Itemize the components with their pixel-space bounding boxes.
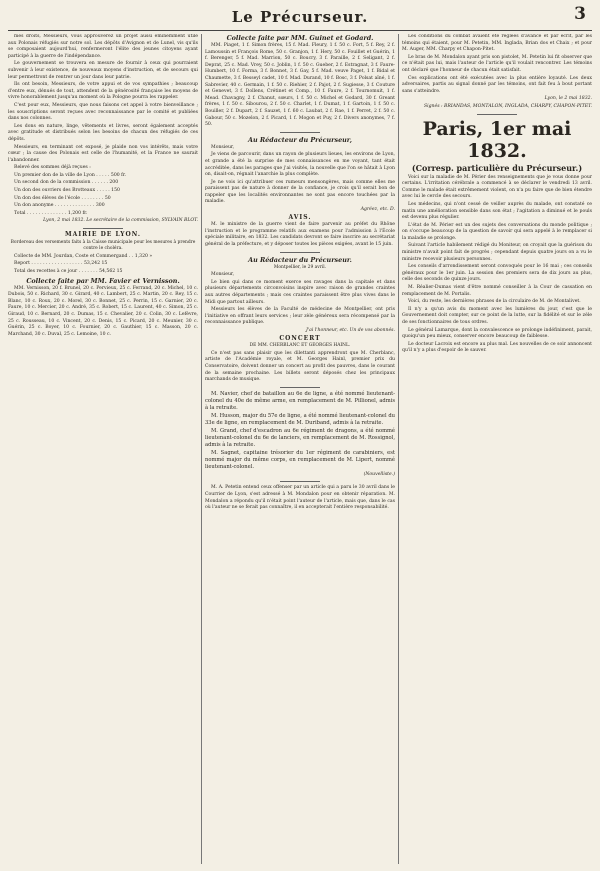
article-paragraph: Le général Lamarque, dont la convalescence se prolonge indéfiniment, parait, quoiqu'un peu mieux, conserver encore beaucoup de faiblesse. bbox=[402, 327, 592, 340]
article-paragraph: Il n'y a qu'un avis du moment avec les lumières du jour, c'est que le Gouvernement doit compter, sur ce point de la lutte, sur la fidélité et sur le zèle de ses fonctionnaires de tous ordres. bbox=[402, 306, 592, 325]
column-divider bbox=[398, 34, 399, 864]
article-paragraph: Je viens de parcourir, dans un rayon de plusieurs lieues, les environs de Lyon, et grande a été la surprise de mes connaissances en me voyant, tant était accréditée, dans les parages que j'ai visités, la nouvelle que l'on se hâtait à Lyon on, disait-on, régnait l'anarchie la plus complète. bbox=[205, 152, 395, 178]
promotion-paragraph: M. Sagnet, capitaine trésorier du 1er régiment de carabiniers, est nommé major du même corps, en remplacement de M. Lipert, nommé lieutenant-colonel. bbox=[205, 449, 395, 470]
correspondence-subheading: (Corresp. particulière du Précurseur.) bbox=[411, 162, 583, 173]
collecte-list: MM. Piaget, 1 f. Simon frères, 15 f. Mad. Fleury, 1 f. 50 c. Fort, 5 f. Rey, 2 f. Lamoussin et François Rome, 50 c. Granjon, 1 f. Hery, 50 c. Fouillet et Guérin, 1 f. Berenger, 5 f. Mad. Marrion, 50 c. Boucry, 3 f. Paraille, 2 f. Seligant, 2 f. Deprat, 25 c. Mad. Vrey, 50 c. Joblin, 1 f. 50 c. Gueber, 2 f. Estragnat, 3 f. Faure-Humbert, 10 f. Forma, 3 f. Bonnet, 3 f. Gay, 5 f. Mad. veuve Paget, 1 f. Bidal et Chaumette, 3 f. Besseyl cadet, 10 f. Mad. Durand, 10 f. Bosc, 3 f. Polsat aîné, 1 f. Sabrevier, 40 c. Germain, 1 f. 50 c. Riehier, 2 f. Pajot, 2 f. Sugiesse, 3 f. Couture et Genevet, 3 f. Dollens, Crétinet et Comp., 10 f. Faure, 2 f. Tournomuit, 1 f. Mead. Chavagny, 2 f. Chanut, sœurs, 1 f. 50 c. Michel et Godard, 30 f. Greant frères, 1 f. 50 c. Sibourou, 2 f. 50 c. Charlet, 1 f. Dumat, 1 f. Gartoin, 1 f. 50 c. Bouiller, 2 f. Dupart, 2 f. Sauzet, 1 f. 60 c. Laubat, 2 f. Rae, 1 f. Perret, 2 f. 50 c. Gabour, 50 c. Mozelon, 2 f. Picard, 1 f. Mogon et Puy, 2 f. Divers anonymes, 7 f. 50. bbox=[205, 43, 395, 128]
letter-heading: Au Rédacteur du Précurseur, bbox=[248, 135, 352, 144]
article-paragraph: Le bien qui dans ce moment exerce ses ravages dans la capitale et dans plusieurs départements circonvoisins inspire avec raison de grandes craintes aux autres départements ; mais ces craintes paraissent être plus vives dans le Midi que partout ailleurs. bbox=[205, 279, 395, 305]
separator bbox=[83, 228, 123, 229]
promotion-paragraph: M. Husson, major du 57e de ligne, a été nommé lieutenant-colonel du 33e de ligne, en remplacement de M. Duriband, admis à la retraite. bbox=[205, 412, 395, 426]
donation-line: Un second don de la commission . . . . . . 200 bbox=[14, 180, 119, 186]
article-paragraph: Messieurs, en terminant cet exposé, je plaide non vos intérêts, mais votre cœur ; la cause des Polonais est celle de l'humanité, et la France ne saurait l'abandonner. bbox=[8, 144, 198, 163]
signatories: Signés : BRIANDAS, MONTALON, INGLADA, CHARPY, CHAPON-PITET. bbox=[423, 103, 592, 109]
article-paragraph: Le docteur Lacroix est encore au plus mal. Les nouvelles de ce soir annoncent qu'il n'y a plus d'espoir de le sauver. bbox=[402, 341, 592, 354]
letter-heading: Au Rédacteur du Précurseur. bbox=[248, 255, 352, 264]
list-heading: Relevé des sommes déjà reçues : bbox=[14, 165, 91, 171]
donation-total: Total . . . . . . . . . . . . . . 1,200 fr. bbox=[14, 210, 88, 216]
section-subheading: DE MM. CHERBLANC ET GEORGES HAINL. bbox=[249, 343, 351, 349]
article-paragraph: Suivant l'article habilement rédigé du Moniteur, on croyait que la guérison du ministre n'avait point fait de progrès ; cependant depuis quatre jours on a vu le ministre recevoir plusieurs personnes. bbox=[402, 243, 592, 262]
article-paragraph: Le gouvernement se trouvera en mesure de fournir à ceux qui pourraient subvenir à leur existence, de nouveaux moyens d'instruction, et de secours qui leur permettront de rentrer un jour dans leur patrie. bbox=[8, 61, 198, 80]
article-paragraph: Les dons en nature, linge, vêtements et livres, seront également acceptés avec gratitude et distribués selon les besoins de chacun des réfugiés de ces dépôts. bbox=[8, 123, 198, 142]
account-line: Report . . . . . . . . . . . . . . . . . . 53,242 15 bbox=[14, 261, 108, 267]
article-paragraph: Messieurs les élèves de la Faculté de médecine de Montpellier, ont pris l'initiative en offrant leurs services ; leur zèle généreux sera récompensé par la reconnaissance publique. bbox=[205, 307, 395, 326]
article-paragraph: Voici, du reste, les dernières phrases de la circulaire de M. de Montalivet. bbox=[408, 299, 581, 305]
page-number: 3 bbox=[574, 4, 586, 24]
article-paragraph: L'état de M. Périer est un des sujets des conversations du monde politique ; on s'occupe beaucoup de la question de savoir qui sera appelé à le remplacer si la maladie se prolonge. bbox=[402, 222, 592, 241]
article-paragraph: Ce n'est pas sans plaisir que les dilettanti apprendront que M. Cherblanc, artiste de l'Académie royale, et M. Georges Hainl, premier prix du Conservatoire, doivent donner un concert au profit des pauvres, dans le courant de la semaine prochaine. Les billets seront déposés chez les principaux marchands de musique. bbox=[205, 350, 395, 383]
letter-signature: J'ai l'honneur, etc. Un de vos abonnés. bbox=[306, 327, 395, 333]
separator bbox=[280, 132, 320, 133]
section-heading: CONCERT bbox=[279, 334, 321, 342]
collecte-list: MM. Vernisson, 20 f. Brunel, 20 c. Pervieux, 25 c. Ferrand, 20 c. Michel, 10 c. Dubois, 50 c. Richard, 30 c. Girard, 40 c. Lambert, 25 c. Martin, 20 c. Rey, 15 c. Blanc, 10 c. Roux, 20 c. Morel, 30 c. Bonnet, 25 c. Perrin, 15 c. Garnier, 20 c. Faure, 10 c. Mercier, 20 c. André, 35 c. Robert, 15 c. Laurent, 40 c. Simon, 25 c. Giraud, 10 c. Bernard, 20 c. Dumas, 15 c. Chevalier, 20 c. Colin, 30 c. Lefèvre, 25 c. Rousseau, 10 c. Vincent, 20 c. Denis, 15 c. Picard, 20 c. Meunier, 30 c. Guérin, 25 c. Boyer, 10 c. Fournier, 20 c. Gauthier, 15 c. Masson, 20 c. Marchand, 30 c. Duval, 25 c. Lemoine, 10 c. bbox=[8, 285, 198, 337]
article-paragraph: Je ne vois ici qu'attribuer ces rumeurs mensongères, mais comme elles me paraissent pas de nature à donner de la confiance, je crois qu'il serait bon de rappeler que les localités environnantes ne sont pas encore touchées par la maladie. bbox=[205, 179, 395, 205]
article-paragraph: M. A. Petetin entend ceux offenser par un article qui a paru le 30 avril dans le Courrier de Lyon, s'est adressé à M. Mondalon pour en obtenir réparation. M. Mondalon a répondu qu'il n'était point l'auteur de l'article, mais que, dans le cas où l'auteur ne se ferait pas connaître, il en accepterait l'entière responsabilité. bbox=[205, 485, 395, 511]
paris-heading: Paris, 1er mai 1832. bbox=[422, 117, 572, 162]
section-heading: AVIS. bbox=[288, 213, 312, 221]
page-header bbox=[0, 0, 600, 30]
header-rule bbox=[8, 30, 592, 31]
donation-line: Un don des ouvriers des Brotteaux . . . . . 150 bbox=[14, 188, 120, 194]
newspaper-title: Le Précurseur. bbox=[231, 8, 369, 26]
separator bbox=[280, 387, 320, 388]
collecte-heading: Collecte faite par MM. Favier et Vernisson. bbox=[26, 276, 180, 285]
donation-line: Un premier don de la ville de Lyon . . . . . 500 fr. bbox=[14, 172, 126, 178]
article-paragraph: M. le ministre de la guerre vient de faire parvenir au préfet du Rhône l'instruction et le programme relatifs aux examens pour l'admission à l'École spéciale militaire, en 1832. Les candidats devront se faire inscrire au secrétariat général de la préfecture, et y déposer toutes les pièces exigées, avant le 15 juin. bbox=[205, 222, 395, 248]
separator bbox=[280, 252, 320, 253]
article-paragraph: Les médecins, qui n'ont cessé de veiller auprès du malade, ont constaté ce matin une amélioration sensible dans son état ; l'agitation a diminué et le pouls est devenu plus régulier. bbox=[402, 201, 592, 221]
collecte-heading: Collecte faite par MM. Guinet et Godard. bbox=[226, 34, 374, 42]
letter-dateline: Montpellier, le 29 avril. bbox=[273, 264, 327, 270]
source-attribution: (Nouvelliste.) bbox=[363, 471, 395, 477]
article-paragraph: C'est pour eux, Messieurs, que nous faisons cet appel à votre bienveillance ; les souscriptions seront reçues avec reconnaissance par le comité et publiées dans nos colonnes. bbox=[8, 102, 198, 122]
account-line: Collecte de MM. Jourdan, Coste et Commergand . . 1,320 » bbox=[14, 253, 153, 259]
column-3 bbox=[402, 34, 592, 868]
separator bbox=[280, 481, 320, 482]
article-paragraph: Monsieur, bbox=[211, 272, 235, 278]
article-paragraph: Le bras de M. Mondalon ayant pris son pistolet, M. Petetin lui fit observer que ce n'était pas lui, mais l'auteur de l'article qu'il voulait rencontrer. Les témoins ont déclaré que l'honneur de chacun était satisfait. bbox=[402, 54, 592, 73]
column-2 bbox=[205, 34, 395, 868]
donation-line: Un don anonyme . . . . . . . . . . . . . . 300 bbox=[14, 203, 105, 209]
promotion-paragraph: M. Grand, chef d'escadron au 6e régiment de dragons, a été nommé lieutenant-colonel du 6e de lanciers, en remplacement de M. Rossignol, admis à la retraite. bbox=[205, 427, 395, 448]
article-paragraph: Monsieur, bbox=[211, 144, 235, 150]
section-subheading: Bordereau des versements faits à la Caisse municipale pour les mesures à prendre contre le choléra. bbox=[10, 239, 196, 252]
column-divider bbox=[201, 34, 202, 864]
letter-signature: Agréez, etc. D. bbox=[360, 207, 395, 213]
section-heading: MAIRIE DE LYON. bbox=[65, 231, 141, 239]
column-1 bbox=[8, 34, 198, 868]
article-paragraph: Les conditions du combat avaient été réglées d'avance et par écrit, par les témoins qui étaient, pour M. Petetin, MM. Inglada, Brian dos et Chaix ; et pour M. Auger, MM. Charpy et Chapon-Pitet. bbox=[402, 34, 592, 53]
account-total: Total des recettes à ce jour . . . . . . . 54,562 15 bbox=[14, 269, 123, 274]
donation-line: Un don des élèves de l'école . . . . . . . . 50 bbox=[14, 195, 111, 201]
article-paragraph: Voici sur la maladie de M. Périer des renseignements que je vous donne pour certains. L'irritation cérébrale a commencé à se déclarer le vendredi 13 avril. Comme le malade était extrêmement violent, on n'a pu faire que de bien étendre avec lui le cercle des secours. bbox=[402, 174, 592, 200]
signature: Lyon, 2 mai 1832. Le secrétaire de la commission, SYLVAIN BLOT. bbox=[43, 218, 198, 224]
dateline: Lyon, le 2 mai 1832. bbox=[544, 96, 592, 102]
article-paragraph: Les conseils d'arrondissement seront convoqués pour le 16 mai ; ces conseils généraux pour le 1er juin. La session des premiers sera de dix jours au plus, celle des seconds de quinze jours. bbox=[402, 264, 592, 283]
promotion-paragraph: M. Navier, chef de bataillon au 6e de ligne, a été nommé lieutenant-colonel du 40e de même arme, en remplacement de M. Pillionel, admis à la retraite. bbox=[205, 390, 395, 411]
article-paragraph: Ils ont besoin, Messieurs, de votre appui et de vos sympathies ; beaucoup d'entre eux, dénués de tout, attendent de la générosité française les moyens de vivre honorablement jusqu'au moment où la Pologne pourra les rappeler. bbox=[8, 82, 198, 101]
article-paragraph: Ces explications ont été exécutées avec la plus entière loyauté. Les deux adversaires, partis au signal donné par les témoins, ont fait feu à bout portant sans s'atteindre. bbox=[402, 75, 592, 94]
article-paragraph: M. Réalier-Dumas vient d'être nommé conseiller à la Cour de cassation en remplacement de M. Portalis. bbox=[402, 285, 592, 297]
article-paragraph: mes droits, Messieurs, vous approuverez un projet aussi éminemment utile aux Polonais réfugiés sur notre sol. Les dépôts d'Avignon et de Lunel, vis qu'ils se composaient aujourd'hui, renfermeront l'élite des jeunes citoyens ayant participé à la guerre de l'indépendance. bbox=[8, 34, 198, 59]
separator bbox=[477, 114, 517, 115]
